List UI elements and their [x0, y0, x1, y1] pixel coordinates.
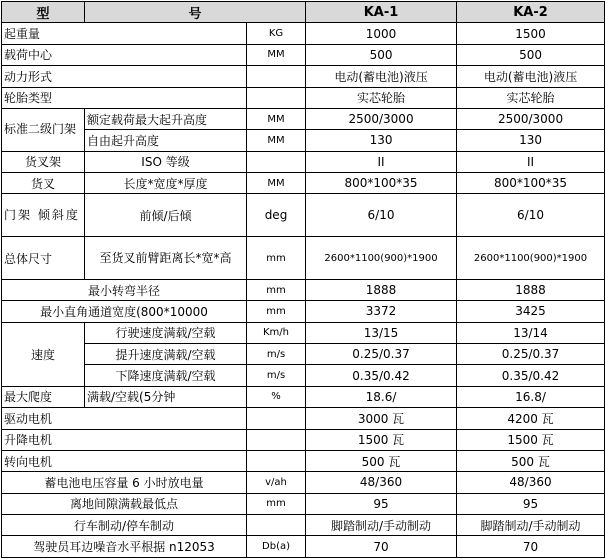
unit-aisle: mm [247, 301, 306, 322]
label-mast-max-height: 额定载荷最大起升高度 [85, 108, 247, 129]
label-steer-motor: 转向电机 [2, 450, 247, 471]
value-tire-2: 实芯轮胎 [457, 87, 605, 108]
label-speed-lift: 提升速度满载/空载 [85, 344, 247, 365]
label-turn-radius: 最小转弯半径 [2, 279, 247, 300]
label-clearance: 离地间隙满载最低点 [2, 493, 247, 514]
label-capacity: 起重量 [2, 23, 247, 44]
value-drive-motor-2: 4200 瓦 [457, 408, 605, 429]
row-steer-motor [2, 450, 605, 471]
row-noise [2, 536, 605, 558]
value-lift-motor-2: 1500 瓦 [457, 429, 605, 450]
value-steer-motor-1: 500 瓦 [306, 450, 457, 471]
unit-load-center: MM [247, 44, 306, 65]
label-tire: 轮胎类型 [2, 87, 247, 108]
sub-tilt: 前倾/后倾 [85, 194, 247, 237]
label-fork: 货叉 [2, 173, 85, 194]
label-lift-motor: 升降电机 [2, 429, 247, 450]
unit-speed-travel: Km/h [247, 322, 306, 343]
row-brake [2, 515, 605, 536]
unit-power [247, 66, 306, 87]
value-fork-2: 800*100*35 [457, 173, 605, 194]
value-noise-2: 70 [457, 536, 605, 558]
row-speed-travel [2, 322, 605, 343]
value-speed-lift-1: 0.25/0.37 [306, 344, 457, 365]
row-speed-lift [2, 344, 605, 365]
value-tire-1: 实芯轮胎 [306, 87, 457, 108]
value-noise-1: 70 [306, 536, 457, 558]
value-fork-carriage-1: II [306, 151, 457, 172]
label-battery: 蓄电池电压容量 6 小时放电量 [2, 472, 247, 493]
label-speed-group: 速度 [2, 322, 85, 386]
value-dims-2: 2600*1100(900)*1900 [457, 237, 605, 280]
unit-lift-motor [247, 429, 306, 450]
unit-mast-free-lift: MM [247, 130, 306, 151]
row-aisle [2, 301, 605, 322]
sub-dims: 至货叉前臂距离长*宽*高 [85, 237, 247, 280]
row-load-center [2, 44, 605, 65]
header-label-1: 型 [2, 2, 85, 23]
label-noise: 驾驶员耳边噪音水平根据 n12053 [2, 536, 247, 558]
sub-fork: 长度*宽度*厚度 [85, 173, 247, 194]
row-turn-radius [2, 279, 605, 300]
value-battery-2: 48/360 [457, 472, 605, 493]
row-dims [2, 237, 605, 280]
label-tilt: 门架 倾斜度 [2, 194, 85, 237]
row-mast-max-height [2, 108, 605, 129]
unit-battery: v/ah [247, 472, 306, 493]
value-gradeability-1: 18.6/ [306, 386, 457, 407]
row-drive-motor [2, 408, 605, 429]
unit-noise: Db(a) [247, 536, 306, 558]
value-brake-1: 脚踏制动/手动制动 [306, 515, 457, 536]
value-mast-free-lift-1: 130 [306, 130, 457, 151]
row-power [2, 66, 605, 87]
label-speed-lower: 下降速度满载/空载 [85, 365, 247, 386]
unit-drive-motor [247, 408, 306, 429]
label-drive-motor: 驱动电机 [2, 408, 247, 429]
unit-dims: mm [247, 237, 306, 280]
unit-fork-carriage [247, 151, 306, 172]
value-drive-motor-1: 3000 瓦 [306, 408, 457, 429]
unit-mast-max-height: MM [247, 108, 306, 129]
label-mast-group: 标准二级门架 [2, 108, 85, 151]
label-power: 动力形式 [2, 66, 247, 87]
value-lift-motor-1: 1500 瓦 [306, 429, 457, 450]
value-fork-carriage-2: II [457, 151, 605, 172]
value-clearance-2: 95 [457, 493, 605, 514]
value-mast-free-lift-2: 130 [457, 130, 605, 151]
value-gradeability-2: 16.8/ [457, 386, 605, 407]
value-clearance-1: 95 [306, 493, 457, 514]
unit-speed-lift: m/s [247, 344, 306, 365]
value-battery-1: 48/360 [306, 472, 457, 493]
label-brake: 行车制动/停车制动 [2, 515, 247, 536]
label-load-center: 载荷中心 [2, 44, 247, 65]
row-mast-free-lift [2, 130, 605, 151]
value-load-center-2: 500 [457, 44, 605, 65]
value-speed-lower-1: 0.35/0.42 [306, 365, 457, 386]
value-capacity-1: 1000 [306, 23, 457, 44]
value-speed-travel-2: 13/14 [457, 322, 605, 343]
value-speed-travel-1: 13/15 [306, 322, 457, 343]
unit-turn-radius: mm [247, 279, 306, 300]
sub-gradeability: 满载/空载(5分钟 [85, 386, 247, 407]
value-turn-radius-1: 1888 [306, 279, 457, 300]
unit-tilt: deg [247, 194, 306, 237]
value-dims-1: 2600*1100(900)*1900 [306, 237, 457, 280]
unit-gradeability: % [247, 386, 306, 407]
unit-fork: MM [247, 173, 306, 194]
value-turn-radius-2: 1888 [457, 279, 605, 300]
label-aisle: 最小直角通道宽度(800*10000 [2, 301, 247, 322]
value-tilt-2: 6/10 [457, 194, 605, 237]
row-gradeability [2, 386, 605, 407]
sub-fork-carriage: ISO 等级 [85, 151, 247, 172]
unit-brake [247, 515, 306, 536]
label-dims: 总体尺寸 [2, 237, 85, 280]
unit-clearance: mm [247, 493, 306, 514]
value-fork-1: 800*100*35 [306, 173, 457, 194]
row-tire [2, 87, 605, 108]
unit-tire [247, 87, 306, 108]
unit-capacity: KG [247, 23, 306, 44]
header-model-2: KA-2 [457, 2, 605, 23]
row-fork-carriage [2, 151, 605, 172]
value-load-center-1: 500 [306, 44, 457, 65]
spec-table [1, 1, 605, 558]
row-battery [2, 472, 605, 493]
value-power-1: 电动(蓄电池)液压 [306, 66, 457, 87]
row-tilt [2, 194, 605, 237]
value-tilt-1: 6/10 [306, 194, 457, 237]
unit-speed-lower: m/s [247, 365, 306, 386]
value-aisle-1: 3372 [306, 301, 457, 322]
label-fork-carriage: 货叉架 [2, 151, 85, 172]
value-mast-max-height-2: 2500/3000 [457, 108, 605, 129]
row-lift-motor [2, 429, 605, 450]
header-label-2: 号 [85, 2, 306, 23]
row-fork [2, 173, 605, 194]
header-model-1: KA-1 [306, 2, 457, 23]
value-steer-motor-2: 500 瓦 [457, 450, 605, 471]
header-row [2, 2, 605, 23]
label-speed-travel: 行驶速度满载/空载 [85, 322, 247, 343]
label-mast-free-lift: 自由起升高度 [85, 130, 247, 151]
label-gradeability: 最大爬度 [2, 386, 85, 407]
value-power-2: 电动(蓄电池)液压 [457, 66, 605, 87]
value-capacity-2: 1500 [457, 23, 605, 44]
value-speed-lift-2: 0.25/0.37 [457, 344, 605, 365]
value-aisle-2: 3425 [457, 301, 605, 322]
value-speed-lower-2: 0.35/0.42 [457, 365, 605, 386]
value-brake-2: 脚踏制动/手动制动 [457, 515, 605, 536]
unit-steer-motor [247, 450, 306, 471]
row-speed-lower [2, 365, 605, 386]
row-capacity [2, 23, 605, 44]
row-clearance [2, 493, 605, 514]
value-mast-max-height-1: 2500/3000 [306, 108, 457, 129]
